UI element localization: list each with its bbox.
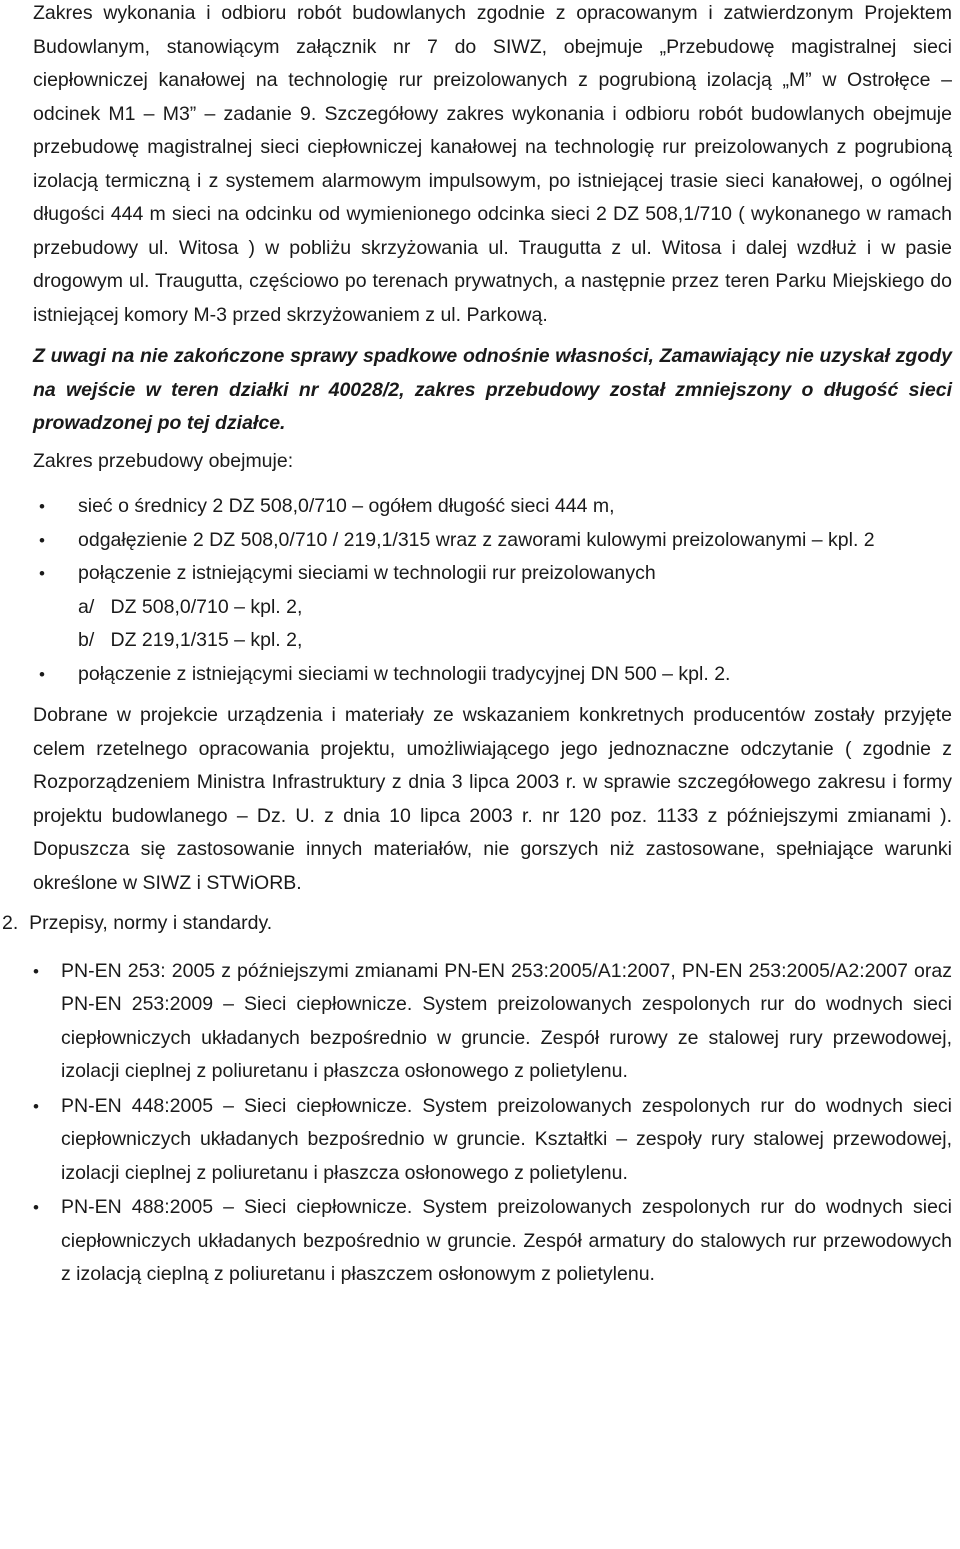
list-item	[33, 524, 952, 558]
list-subitem-a: a/ DZ 508,0/710 – kpl. 2,	[78, 595, 303, 618]
bullet-icon: •	[33, 961, 39, 981]
bullet-icon: •	[33, 1198, 39, 1217]
paragraph-scope-reduction-notice: Z uwagi na nie zakończone sprawy spadkowe odnośnie własności, Zamawiający nie uzyskał zgody na wejście w teren działki nr 40028/2, zakres przebudowy został zmniejszony o długość sieci prowadzonej po tej działce.	[33, 345, 952, 434]
list-item	[33, 955, 952, 1089]
list-item-text: PN-EN 448:2005 – Sieci ciepłownicze. System preizolowanych zespolonych rur do wodnych sieci ciepłowniczych układanych bezpośrednio w gruncie. Kształtki – zespoły rury stalowej przewodowej, izolacji cieplnej z poliuretanu i płaszcza osłonowego z polietylenu.	[61, 1094, 952, 1184]
list-item	[33, 490, 952, 524]
section-heading: 2. Przepisy, normy i standardy.	[2, 912, 273, 934]
bullet-icon: •	[39, 564, 45, 583]
bullet-icon: •	[39, 664, 45, 684]
list-subitem-b: b/ DZ 219,1/315 – kpl. 2,	[78, 629, 303, 651]
paragraph-scope-intro: Zakres przebudowy obejmuje:	[33, 449, 294, 472]
list-item-text: połączenie z istniejącymi sieciami w technologii tradycyjnej DN 500 – kpl. 2.	[78, 662, 731, 685]
list-item-text: PN-EN 253: 2005 z późniejszymi zmianami PN-EN 253:2005/A1:2007, PN-EN 253:2005/A2:2007 oraz PN-EN 253:2009 – Sieci ciepłownicze. System preizolowanych zespolonych rur do wodnych sieci ciepłowniczych układanych bezpośrednio w gruncie. Zespół rurowy ze stalowej rury przewodowej, izolacji cieplnej z poliuretanu i płaszcza osłonowego z polietylenu.	[61, 959, 952, 1082]
paragraph-materials: Dobrane w projekcie urządzenia i materiały ze wskazaniem konkretnych producentów zostały przyjęte celem rzetelnego opracowania projektu, umożliwiającego jego jednoznaczne odczytanie ( zgodnie z Rozporządzeniem Ministra Infrastruktury z dnia 3 lipca 2003 r. w sprawie szczegółowego zakresu i formy projektu budowlanego – Dz. U. z dnia 10 lipca 2003 r. nr 120 poz. 1133 z późniejszymi zmianami ). Dopuszcza się zastosowanie innych materiałów, nie gorszych niż zastosowane, spełniające warunki określone w SIWZ i STWiORB.	[33, 704, 952, 894]
scope-list	[33, 490, 952, 691]
list-item	[33, 658, 952, 692]
list-item-text: sieć o średnicy 2 DZ 508,0/710 – ogółem długość sieci 444 m,	[78, 495, 615, 517]
bullet-icon: •	[39, 497, 45, 516]
list-item-text: połączenie z istniejącymi sieciami w technologii rur preizolowanych	[78, 562, 656, 584]
list-item-text: odgałęzienie 2 DZ 508,0/710 / 219,1/315 wraz z zaworami kulowymi preizolowanymi – kpl. 2	[78, 528, 875, 551]
bullet-icon: •	[39, 530, 45, 550]
list-item	[33, 557, 952, 658]
paragraph-scope-description: Zakres wykonania i odbioru robót budowlanych zgodnie z opracowanym i zatwierdzonym Projektem Budowlanym, stanowiącym załącznik nr 7 do SIWZ, obejmuje „Przebudowę magistralnej sieci ciepłowniczej kanałowej na technologię rur preizolowanych z pogrubioną izolacją „M” w Ostrołęce – odcinek M1 – M3” – zadanie 9. Szczegółowy zakres wykonania i odbioru robót budowlanych obejmuje przebudowę magistralnej sieci ciepłowniczej kanałowej na technologię rur preizolowanych z pogrubioną izolacją termiczną i z systemem alarmowym impulsowym, po istniejącej trasie sieci kanałowej, o ogólnej długości 444 m sieci na odcinku od wymienionego odcinka sieci 2 DZ 508,1/710 ( wykonanego w ramach przebudowy ul. Witosa ) w pobliżu skrzyżowania ul. Traugutta z ul. Witosa i dalej wzdłuż i w pasie drogowym ul. Traugutta, częściowo po terenach prywatnych, a następnie przez teren Parku Miejskiego do istniejącej komory M-3 przed skrzyżowaniem z ul. Parkową.	[33, 2, 952, 326]
list-item	[33, 1090, 952, 1191]
bullet-icon: •	[33, 1096, 39, 1116]
list-item	[33, 1191, 952, 1292]
standards-list	[33, 955, 952, 1292]
list-item-text: PN-EN 488:2005 – Sieci ciepłownicze. System preizolowanych zespolonych rur do wodnych sieci ciepłowniczych układanych bezpośrednio w gruncie. Zespół armatury do stalowych rur przewodowych z izolacją cieplną z poliuretanu i płaszczem osłonowym z polietylenu.	[61, 1196, 952, 1285]
